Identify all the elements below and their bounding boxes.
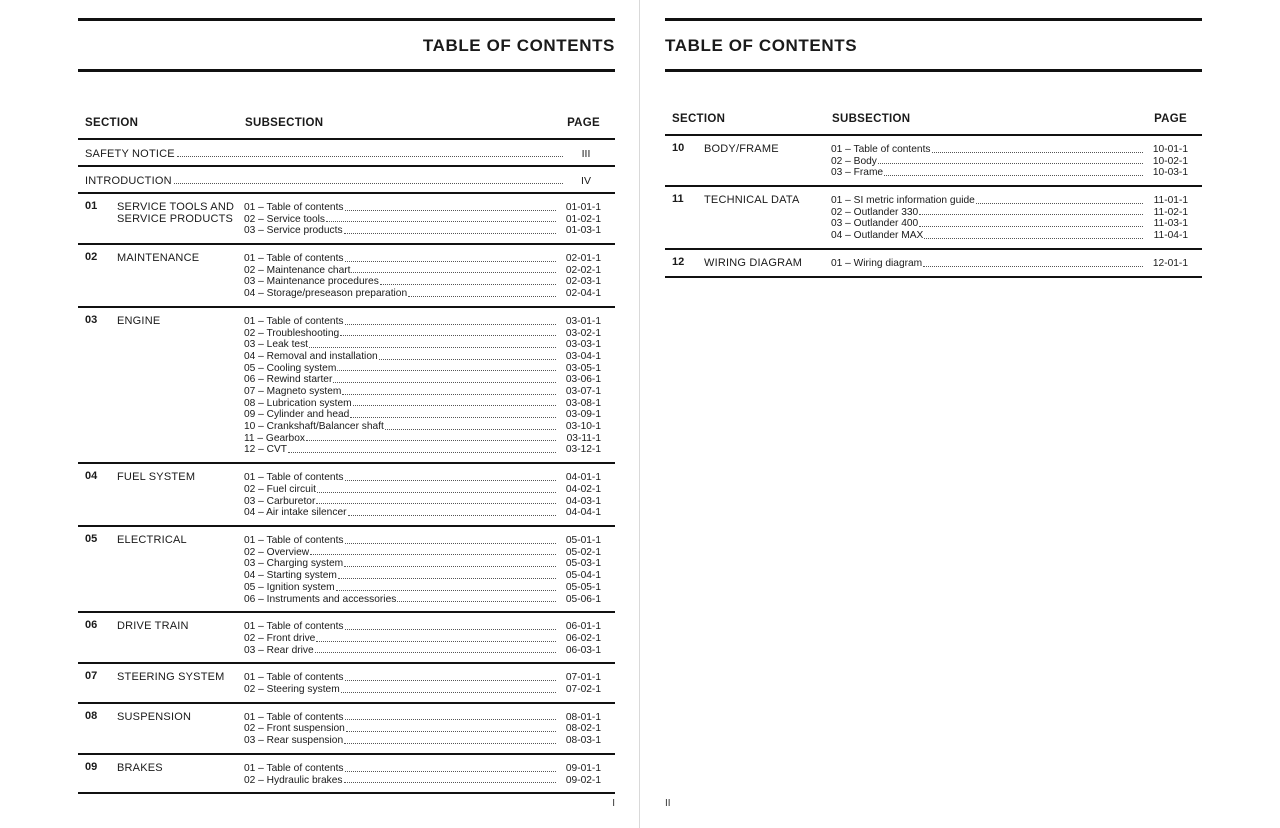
entry-page: 11-04-1	[1153, 230, 1188, 242]
entry-page: 01-02-1	[565, 213, 601, 225]
dot-leader	[919, 226, 1143, 227]
entry-label: 02 – Service tools	[244, 213, 325, 225]
section-number: 10	[672, 142, 685, 154]
entry-page: 07-01-1	[565, 672, 601, 684]
subsection-entry[interactable]	[244, 202, 601, 214]
dot-leader	[923, 266, 1143, 267]
entry-label: 05 – Cooling system	[244, 362, 337, 374]
page-column-header: PAGE	[1154, 113, 1187, 125]
entry-label: 01 – Table of contents	[244, 201, 344, 213]
section-name: BRAKES	[117, 761, 163, 774]
subsection-entry[interactable]	[244, 763, 601, 775]
dot-leader	[344, 782, 556, 783]
entry-page: 03-07-1	[565, 386, 601, 397]
subsection-entry[interactable]	[831, 230, 1188, 242]
entry-page: 01-03-1	[565, 225, 601, 237]
subsection-entry[interactable]	[244, 621, 601, 633]
page-title: TABLE OF CONTENTS	[665, 36, 858, 55]
dot-leader	[932, 152, 1144, 153]
entry-page: 05-05-1	[565, 581, 601, 593]
subsection-entry[interactable]	[244, 265, 601, 277]
toc-section-06	[78, 613, 615, 664]
subsection-entry[interactable]	[244, 507, 601, 519]
subsection-list	[244, 621, 601, 656]
toc-section-07	[78, 664, 615, 703]
subsection-entry[interactable]	[831, 167, 1188, 179]
subsection-column-header: SUBSECTION	[832, 113, 911, 125]
dot-leader	[336, 590, 556, 591]
entry-label: 03 – Charging system	[244, 558, 344, 570]
subsection-list	[831, 195, 1188, 242]
section-name: DRIVE TRAIN	[117, 620, 189, 633]
subsection-entry[interactable]	[831, 195, 1188, 207]
subsection-entry[interactable]	[244, 288, 601, 300]
entry-page: 03-05-1	[565, 362, 601, 374]
subsection-list	[244, 253, 601, 300]
entry-label: 04 – Outlander MAX	[831, 230, 924, 242]
entry-label: 03 – Leak test	[244, 339, 309, 351]
subsection-list	[244, 763, 601, 786]
subsection-list	[244, 535, 601, 605]
entry-label: 01 – Table of contents	[244, 621, 344, 633]
subsection-entry[interactable]	[244, 684, 601, 696]
page-number: II	[665, 798, 671, 809]
entry-page: 06-02-1	[565, 632, 601, 644]
entry-page: 03-10-1	[565, 421, 601, 433]
section-number: 09	[85, 760, 98, 773]
dot-leader	[344, 233, 556, 234]
section-column-header: SECTION	[672, 113, 726, 125]
section-number: 04	[85, 470, 98, 483]
dot-leader	[919, 214, 1143, 215]
dot-leader	[288, 452, 556, 453]
subsection-list	[244, 316, 601, 456]
entry-label: 02 – Front suspension	[244, 723, 345, 735]
dot-leader	[976, 203, 1143, 204]
toc-section-11	[665, 187, 1202, 250]
dot-leader	[380, 284, 556, 285]
dot-leader	[345, 210, 557, 211]
dot-leader	[379, 359, 556, 360]
entry-label: 04 – Removal and installation	[244, 350, 378, 362]
entry-label: 02 – Outlander 330	[831, 206, 919, 218]
subsection-entry[interactable]	[244, 594, 601, 606]
entry-label: 05 – Ignition system	[244, 581, 335, 593]
entry-page: 08-01-1	[565, 711, 601, 723]
entry-label: 02 – Maintenance chart	[244, 264, 351, 276]
entry-label: 01 – Table of contents	[244, 762, 344, 774]
section-number: 07	[85, 670, 98, 683]
entry-page: 08-03-1	[565, 735, 601, 747]
subsection-entry[interactable]	[831, 144, 1188, 156]
section-column-header: SECTION	[85, 117, 139, 129]
entry-label: 02 – Overview	[244, 546, 310, 558]
dot-leader	[341, 692, 556, 693]
section-number: 02	[85, 251, 98, 264]
subsection-list	[244, 202, 601, 237]
subsection-entry[interactable]	[244, 214, 601, 226]
toc-section-10	[665, 134, 1202, 187]
right-page	[665, 0, 1202, 828]
entry-page: 05-04-1	[565, 570, 601, 582]
entry-page: 03-12-1	[565, 444, 601, 456]
dot-leader	[345, 680, 557, 681]
entry-page: 04-02-1	[565, 483, 601, 495]
entry-page: 03-02-1	[565, 327, 601, 339]
entry-label: 01 – Table of contents	[244, 535, 344, 547]
toc-section-05	[78, 527, 615, 613]
entry-label: 06 – Rewind starter	[244, 374, 333, 386]
subsection-entry[interactable]	[831, 218, 1188, 230]
toc-section-12	[665, 250, 1202, 278]
entry-page: 08-02-1	[565, 723, 601, 735]
entry-label: 01 – SI metric information guide	[831, 195, 975, 207]
dot-leader	[884, 175, 1143, 176]
entry-page: 06-01-1	[565, 621, 601, 633]
subsection-entry[interactable]	[244, 558, 601, 570]
entry-label: 02 – Body	[831, 155, 877, 167]
entry-page: 11-02-1	[1153, 206, 1188, 218]
entry-label: INTRODUCTION	[85, 175, 172, 187]
toc-section-01	[78, 194, 615, 245]
entry-page: 10-02-1	[1152, 155, 1188, 167]
toc-table	[78, 138, 615, 794]
subsection-entry[interactable]	[244, 363, 601, 375]
dot-leader	[346, 731, 556, 732]
toc-row-safety-notice[interactable]	[78, 138, 615, 167]
section-number: 05	[85, 533, 98, 546]
subsection-entry[interactable]	[244, 398, 601, 410]
dot-leader	[924, 238, 1143, 239]
entry-page: 10-03-1	[1152, 167, 1188, 179]
dot-leader	[309, 347, 556, 348]
section-name: ENGINE	[117, 314, 161, 327]
dot-leader	[408, 296, 556, 297]
entry-label: 02 – Fuel circuit	[244, 483, 316, 495]
dot-leader	[177, 156, 563, 157]
entry-page: 11-03-1	[1153, 218, 1188, 230]
entry-label: 03 – Carburetor	[244, 495, 316, 507]
entry-label: 07 – Magneto system	[244, 386, 342, 397]
dot-leader	[345, 543, 557, 544]
dot-leader	[350, 417, 556, 418]
dot-leader	[345, 324, 557, 325]
subsection-list	[244, 712, 601, 747]
entry-label: 03 – Frame	[831, 167, 884, 179]
subsection-entry[interactable]	[244, 386, 601, 398]
dot-leader	[326, 221, 556, 222]
subsection-entry[interactable]	[244, 253, 601, 265]
section-number: 08	[85, 709, 98, 722]
subsection-entry[interactable]	[244, 535, 601, 547]
entry-label: 02 – Troubleshooting	[244, 327, 340, 339]
dot-leader	[310, 554, 556, 555]
entry-label: 02 – Hydraulic brakes	[244, 774, 343, 786]
subsection-entry[interactable]	[244, 276, 601, 288]
toc-section-09	[78, 755, 615, 794]
dot-leader	[315, 652, 556, 653]
subsection-entry[interactable]	[244, 374, 601, 386]
entry-page: 06-03-1	[565, 644, 601, 656]
toc-row-introduction[interactable]	[78, 167, 615, 194]
dot-leader	[338, 578, 556, 579]
toc-section-02	[78, 245, 615, 308]
section-name: SUSPENSION	[117, 710, 192, 723]
page-number: I	[612, 798, 615, 809]
entry-page: 11-01-1	[1153, 195, 1188, 207]
subsection-entry[interactable]	[244, 712, 601, 724]
dot-leader	[345, 719, 557, 720]
top-rule	[665, 18, 1202, 21]
section-name: TECHNICAL DATA	[704, 194, 800, 207]
dot-leader	[351, 272, 556, 273]
section-name: FUEL SYSTEM	[117, 471, 196, 484]
entry-page: 04-04-1	[565, 507, 601, 519]
entry-page: 05-02-1	[565, 546, 601, 558]
dot-leader	[316, 503, 556, 504]
dot-leader	[345, 261, 557, 262]
page-column-header: PAGE	[567, 117, 600, 129]
dot-leader	[174, 183, 563, 184]
toc-entry	[85, 148, 601, 160]
entry-page: 02-02-1	[565, 264, 601, 276]
entry-label: 02 – Front drive	[244, 632, 316, 644]
dot-leader	[353, 405, 556, 406]
entry-label: 01 – Wiring diagram	[831, 257, 923, 269]
entry-page: 05-06-1	[565, 593, 601, 605]
entry-page: 02-01-1	[565, 253, 601, 265]
entry-label: 03 – Outlander 400	[831, 218, 919, 230]
left-page	[78, 0, 615, 828]
dot-leader	[316, 641, 556, 642]
page-gutter	[639, 0, 640, 828]
subsection-entry[interactable]	[244, 582, 601, 594]
entry-label: 03 – Maintenance procedures	[244, 276, 379, 288]
entry-label: 12 – CVT	[244, 444, 288, 456]
entry-label: 03 – Service products	[244, 225, 343, 237]
dot-leader	[385, 429, 556, 430]
subsection-entry[interactable]	[831, 207, 1188, 219]
entry-label: 08 – Lubrication system	[244, 397, 352, 409]
subsection-entry[interactable]	[244, 472, 601, 484]
entry-page: 03-01-1	[565, 315, 601, 327]
dot-leader	[348, 515, 557, 516]
dot-leader	[878, 163, 1143, 164]
entry-page: 09-01-1	[565, 762, 601, 774]
entry-page: 04-03-1	[565, 495, 601, 507]
entry-label: 01 – Table of contents	[244, 315, 344, 327]
subsection-entry[interactable]	[244, 735, 601, 747]
entry-page: 09-02-1	[565, 774, 601, 786]
entry-label: 04 – Starting system	[244, 570, 337, 582]
entry-page: 07-02-1	[565, 684, 601, 696]
subsection-list	[831, 258, 1188, 270]
entry-page: 05-03-1	[565, 558, 601, 570]
entry-page: 03-08-1	[565, 397, 601, 409]
section-name: BODY/FRAME	[704, 143, 779, 155]
entry-label: 11 – Gearbox	[244, 432, 305, 444]
entry-page: 10-01-1	[1152, 143, 1188, 155]
entry-label: 03 – Rear drive	[244, 644, 314, 656]
subsection-list	[244, 472, 601, 519]
entry-label: 04 – Air intake silencer	[244, 507, 347, 519]
section-number: 06	[85, 619, 98, 632]
title-rule	[665, 69, 1202, 72]
entry-page: IV	[581, 175, 591, 187]
dot-leader	[337, 370, 556, 371]
subsection-list	[244, 672, 601, 695]
dot-leader	[344, 743, 556, 744]
dot-leader	[306, 440, 556, 441]
entry-label: 09 – Cylinder and head	[244, 409, 350, 421]
dot-leader	[397, 601, 556, 602]
subsection-entry[interactable]	[831, 258, 1188, 270]
subsection-entry[interactable]	[244, 328, 601, 340]
toc-section-08	[78, 704, 615, 755]
section-name: SERVICE TOOLS AND SERVICE PRODUCTS	[117, 201, 235, 225]
entry-page: 02-03-1	[565, 276, 601, 288]
dot-leader	[345, 771, 557, 772]
subsection-entry[interactable]	[244, 633, 601, 645]
subsection-entry[interactable]	[244, 570, 601, 582]
subsection-entry[interactable]	[244, 484, 601, 496]
entry-page: 03-09-1	[565, 409, 601, 421]
subsection-entry[interactable]	[244, 723, 601, 735]
dot-leader	[333, 382, 556, 383]
entry-label: 04 – Storage/preseason preparation	[244, 288, 408, 300]
dot-leader	[345, 629, 557, 630]
subsection-entry[interactable]	[244, 433, 601, 445]
entry-page: 01-01-1	[565, 201, 601, 213]
toc-entry	[85, 175, 601, 187]
subsection-entry[interactable]	[244, 672, 601, 684]
subsection-entry[interactable]	[244, 225, 601, 237]
entry-page: 12-01-1	[1152, 257, 1188, 269]
entry-page: 03-06-1	[565, 374, 601, 386]
section-number: 01	[85, 200, 98, 212]
toc-section-03	[78, 308, 615, 464]
title-rule	[78, 69, 615, 72]
entry-page: 02-04-1	[565, 288, 601, 300]
subsection-entry[interactable]	[244, 339, 601, 351]
dot-leader	[340, 335, 556, 336]
entry-page: 04-01-1	[565, 472, 601, 484]
entry-label: 10 – Crankshaft/Balancer shaft	[244, 421, 384, 433]
top-rule	[78, 18, 615, 21]
toc-table	[665, 134, 1202, 278]
dot-leader	[344, 566, 556, 567]
entry-label: 06 – Instruments and accessories	[244, 593, 397, 605]
entry-page: 05-01-1	[565, 535, 601, 547]
subsection-entry[interactable]	[244, 421, 601, 433]
entry-page: 03-11-1	[566, 432, 601, 444]
subsection-entry[interactable]	[244, 351, 601, 363]
entry-label: 01 – Table of contents	[244, 472, 344, 484]
subsection-entry[interactable]	[244, 547, 601, 559]
toc-section-04	[78, 464, 615, 527]
subsection-entry[interactable]	[244, 316, 601, 328]
subsection-list	[831, 144, 1188, 179]
section-name: STEERING SYSTEM	[117, 671, 225, 684]
entry-label: 01 – Table of contents	[831, 143, 931, 155]
section-number: 11	[672, 193, 684, 206]
entry-label: 02 – Steering system	[244, 684, 340, 696]
dot-leader	[317, 492, 556, 493]
entry-label: 01 – Table of contents	[244, 711, 344, 723]
subsection-entry[interactable]	[244, 645, 601, 657]
page-title: TABLE OF CONTENTS	[422, 36, 615, 55]
section-name: MAINTENANCE	[117, 252, 200, 265]
dot-leader	[345, 480, 557, 481]
subsection-entry[interactable]	[244, 444, 601, 456]
section-number: 03	[85, 313, 98, 326]
subsection-entry[interactable]	[244, 409, 601, 421]
section-name: ELECTRICAL	[117, 534, 187, 547]
entry-label: 01 – Table of contents	[244, 253, 344, 265]
section-number: 12	[672, 255, 685, 268]
entry-label: 01 – Table of contents	[244, 672, 344, 684]
entry-page: 03-04-1	[565, 350, 601, 362]
subsection-column-header: SUBSECTION	[245, 117, 324, 129]
subsection-entry[interactable]	[244, 775, 601, 787]
subsection-entry[interactable]	[831, 156, 1188, 168]
subsection-entry[interactable]	[244, 496, 601, 508]
entry-label: SAFETY NOTICE	[85, 148, 175, 160]
entry-label: 03 – Rear suspension	[244, 735, 344, 747]
dot-leader	[342, 394, 556, 395]
section-name: WIRING DIAGRAM	[704, 256, 803, 269]
entry-page: 03-03-1	[565, 339, 601, 351]
entry-page: III	[581, 148, 591, 160]
